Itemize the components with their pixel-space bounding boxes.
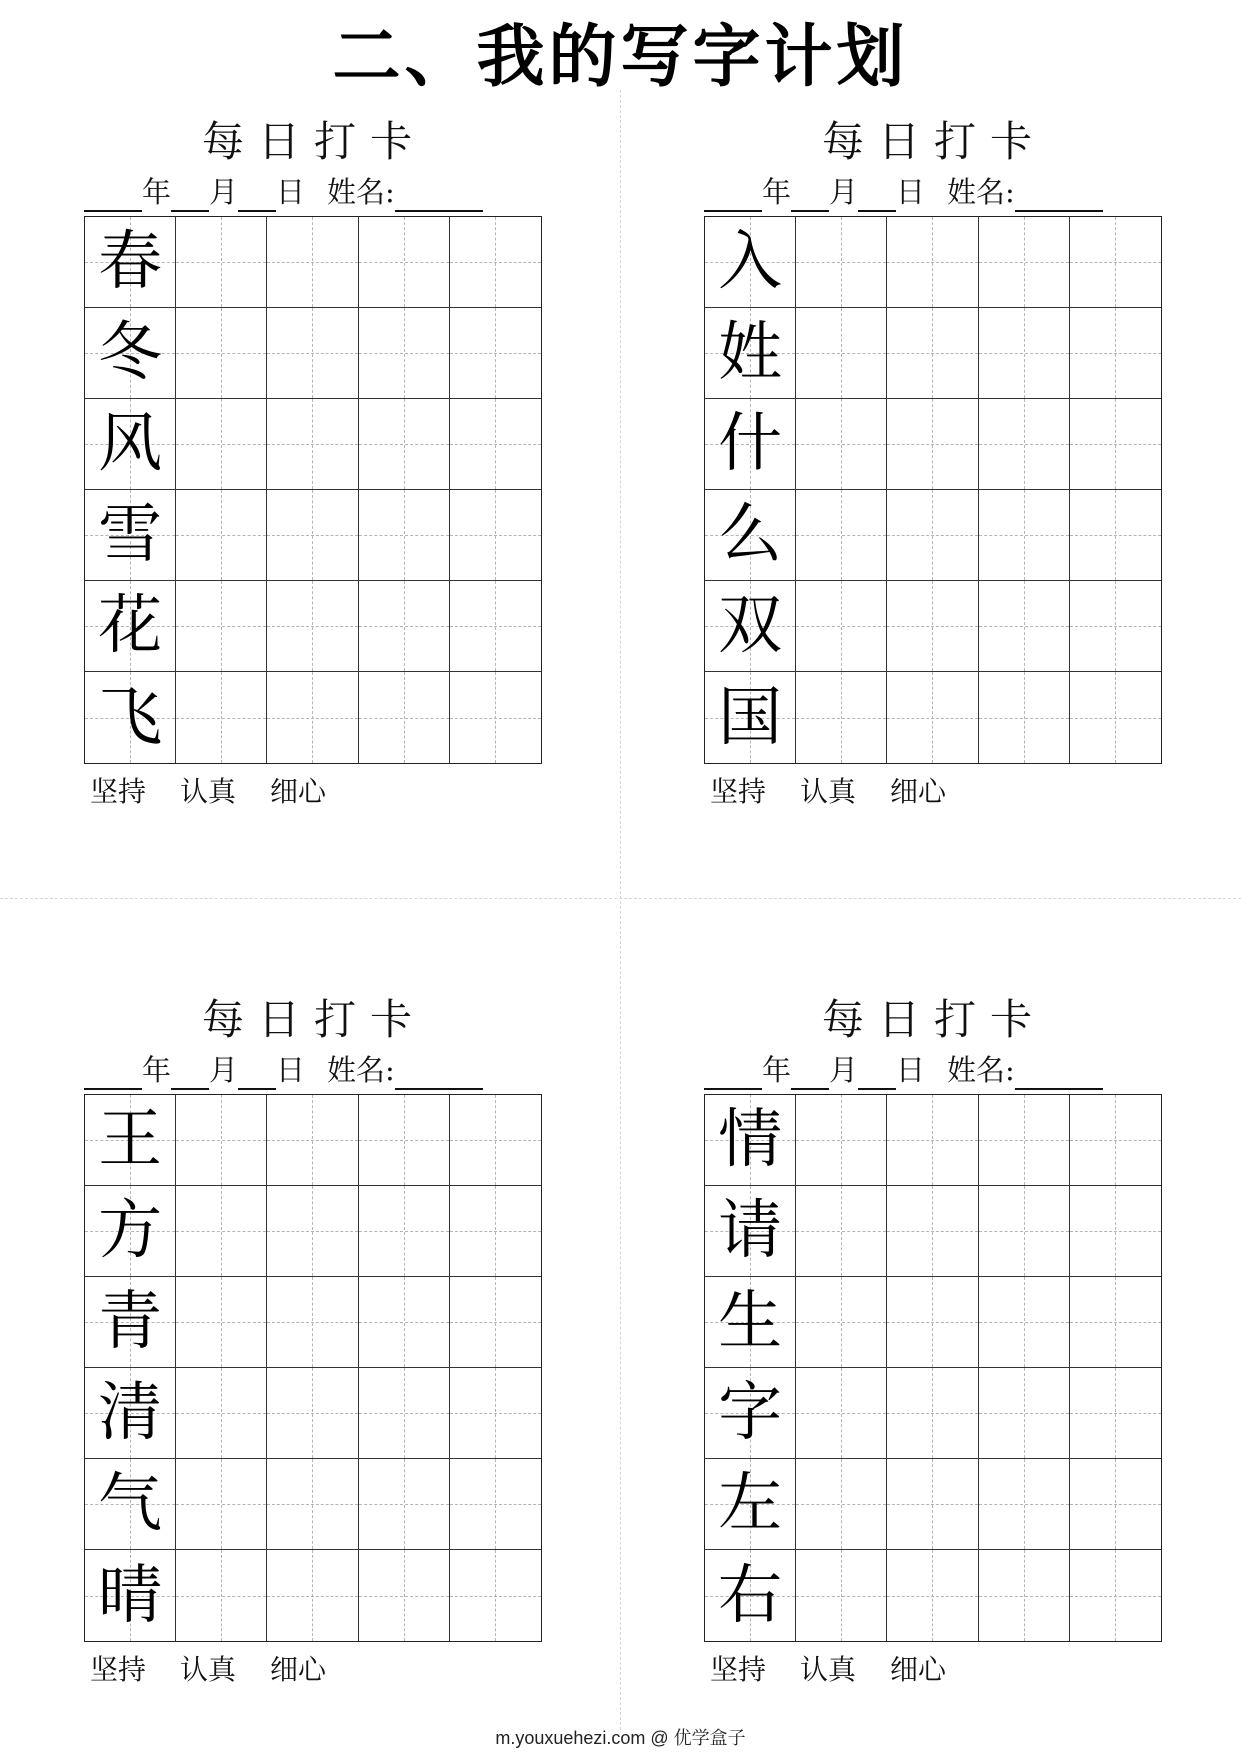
motto-word: 细心 [270,775,327,808]
practice-cell[interactable] [796,1186,887,1277]
practice-cell[interactable] [267,490,358,581]
tianzige-grid [84,216,542,764]
practice-cell[interactable] [887,217,978,308]
name-label: 姓名: [327,1053,395,1087]
practice-cell[interactable] [887,1095,978,1186]
vertical-cut-line [620,90,621,1730]
name-blank[interactable] [1015,182,1103,212]
practice-cell[interactable] [1070,217,1161,308]
month-label: 月 [829,175,859,209]
practice-cell[interactable] [887,1277,978,1368]
model-character-cell [85,1186,176,1277]
model-character: 风 [98,407,163,481]
practice-cell[interactable] [176,1277,267,1368]
day-blank[interactable] [858,182,896,212]
practice-card [84,112,544,832]
year-label: 年 [142,1053,172,1087]
model-character: 雪 [98,498,163,572]
model-character: 情 [718,1103,783,1177]
month-label: 月 [829,1053,859,1087]
year-blank[interactable] [84,182,142,212]
card-heading: 每日打卡 [821,117,1046,166]
model-character-cell [85,1550,176,1641]
practice-cell[interactable] [1070,1550,1161,1641]
practice-cell[interactable] [796,1459,887,1550]
model-character: 字 [718,1376,783,1450]
model-character: 冬 [98,316,163,390]
motto-word: 认真 [180,775,237,808]
motto-word: 坚持 [710,775,767,808]
model-character: 王 [98,1103,163,1177]
practice-cell[interactable] [887,1368,978,1459]
motto-line [90,772,360,812]
practice-cell[interactable] [267,672,358,763]
practice-card [704,990,1164,1710]
model-character-cell [705,217,796,308]
practice-cell[interactable] [1070,1095,1161,1186]
month-label: 月 [209,1053,239,1087]
motto-word: 坚持 [710,1653,767,1686]
model-character-cell [705,308,796,399]
motto-line [710,1650,980,1690]
practice-cell[interactable] [267,399,358,490]
practice-cell[interactable] [979,1277,1070,1368]
motto-word: 认真 [800,775,857,808]
month-label: 月 [209,175,239,209]
model-character-cell [705,581,796,672]
practice-cell[interactable] [979,1095,1070,1186]
practice-cell[interactable] [359,1186,450,1277]
model-character-cell [705,672,796,763]
model-character-cell [705,1368,796,1459]
model-character: 飞 [98,680,163,755]
month-blank[interactable] [171,182,209,212]
model-character-cell [705,399,796,490]
motto-line [90,1650,360,1690]
name-blank[interactable] [1015,1060,1103,1090]
model-character-cell [705,1186,796,1277]
model-character-cell [85,581,176,672]
model-character: 请 [718,1194,783,1268]
practice-cell[interactable] [796,308,887,399]
footer-watermark: m.youxuehezi.com @ 优学盒子 [495,1728,746,1748]
practice-cell[interactable] [359,581,450,672]
practice-cell[interactable] [176,581,267,672]
practice-cell[interactable] [979,490,1070,581]
practice-cell[interactable] [450,1459,541,1550]
model-character-cell [705,1459,796,1550]
model-character: 晴 [98,1558,163,1633]
date-name-line [84,172,544,212]
model-character-cell [85,1277,176,1368]
model-character: 姓 [718,316,783,390]
practice-cell[interactable] [887,490,978,581]
day-blank[interactable] [238,1060,276,1090]
model-character: 春 [98,225,163,299]
practice-cell[interactable] [267,1186,358,1277]
practice-cell[interactable] [450,217,541,308]
date-name-line [704,1050,1164,1090]
year-label: 年 [142,175,172,209]
month-blank[interactable] [791,1060,829,1090]
practice-cell[interactable] [359,1368,450,1459]
model-character-cell [85,672,176,763]
practice-cell[interactable] [450,1277,541,1368]
practice-cell[interactable] [450,1095,541,1186]
model-character-cell [85,490,176,581]
practice-cell[interactable] [267,1277,358,1368]
motto-word: 坚持 [90,775,147,808]
motto-word: 细心 [890,1653,947,1686]
year-blank[interactable] [704,1060,762,1090]
day-label: 日 [276,1053,306,1087]
practice-cell[interactable] [979,1550,1070,1641]
practice-cell[interactable] [979,1368,1070,1459]
motto-word: 认真 [180,1653,237,1686]
model-character-cell [705,1095,796,1186]
practice-cell[interactable] [359,399,450,490]
practice-cell[interactable] [1070,1368,1161,1459]
practice-cell[interactable] [450,399,541,490]
practice-cell[interactable] [450,308,541,399]
day-label: 日 [276,175,306,209]
date-name-line [84,1050,544,1090]
day-label: 日 [896,1053,926,1087]
practice-cell[interactable] [887,1186,978,1277]
model-character: 么 [718,498,783,572]
practice-cell[interactable] [176,1186,267,1277]
model-character: 清 [98,1376,163,1450]
practice-cell[interactable] [359,1277,450,1368]
model-character: 青 [98,1285,163,1359]
practice-cell[interactable] [450,490,541,581]
year-label: 年 [762,1053,792,1087]
model-character-cell [705,1550,796,1641]
practice-cell[interactable] [176,399,267,490]
motto-word: 坚持 [90,1653,147,1686]
card-heading: 每日打卡 [201,117,426,166]
date-name-line [704,172,1164,212]
month-blank[interactable] [171,1060,209,1090]
practice-cell[interactable] [887,1459,978,1550]
practice-cell[interactable] [267,581,358,672]
model-character-cell [705,490,796,581]
practice-cell[interactable] [267,1095,358,1186]
practice-cell[interactable] [1070,490,1161,581]
practice-cell[interactable] [887,399,978,490]
practice-cell[interactable] [1070,581,1161,672]
model-character-cell [705,1277,796,1368]
practice-cell[interactable] [796,672,887,763]
motto-word: 细心 [890,775,947,808]
practice-cell[interactable] [176,217,267,308]
practice-cell[interactable] [267,217,358,308]
practice-cell[interactable] [176,1459,267,1550]
year-blank[interactable] [704,182,762,212]
model-character-cell [85,1368,176,1459]
name-label: 姓名: [947,175,1015,209]
card-heading: 每日打卡 [201,995,426,1044]
practice-cell[interactable] [979,1186,1070,1277]
model-character: 方 [98,1194,163,1268]
practice-cell[interactable] [796,217,887,308]
tianzige-grid [704,216,1162,764]
horizontal-cut-line [0,898,1241,899]
day-blank[interactable] [238,182,276,212]
practice-cell[interactable] [796,1277,887,1368]
model-character: 左 [718,1467,783,1541]
model-character: 双 [718,589,783,663]
practice-cell[interactable] [267,1368,358,1459]
day-label: 日 [896,175,926,209]
practice-cell[interactable] [887,308,978,399]
model-character-cell [85,1095,176,1186]
practice-cell[interactable] [1070,399,1161,490]
practice-cell[interactable] [887,581,978,672]
practice-cell[interactable] [796,1368,887,1459]
practice-cell[interactable] [359,490,450,581]
practice-cell[interactable] [267,1459,358,1550]
practice-cell[interactable] [176,308,267,399]
model-character: 什 [718,407,783,481]
motto-word: 细心 [270,1653,327,1686]
practice-card [84,990,544,1710]
day-blank[interactable] [858,1060,896,1090]
name-label: 姓名: [947,1053,1015,1087]
practice-card [704,112,1164,832]
practice-cell[interactable] [979,672,1070,763]
practice-cell[interactable] [176,1095,267,1186]
practice-cell[interactable] [1070,308,1161,399]
model-character: 气 [98,1467,163,1541]
practice-cell[interactable] [359,217,450,308]
page-title: 二、我的写字计划 [332,18,909,97]
model-character-cell [85,1459,176,1550]
name-label: 姓名: [327,175,395,209]
practice-cell[interactable] [267,1550,358,1641]
practice-cell[interactable] [979,399,1070,490]
year-blank[interactable] [84,1060,142,1090]
card-heading: 每日打卡 [821,995,1046,1044]
model-character-cell [85,308,176,399]
model-character: 生 [718,1285,783,1359]
practice-cell[interactable] [450,672,541,763]
tianzige-grid [84,1094,542,1642]
practice-cell[interactable] [1070,672,1161,763]
practice-cell[interactable] [450,1368,541,1459]
practice-cell[interactable] [796,581,887,672]
model-character: 国 [718,680,783,755]
practice-cell[interactable] [979,581,1070,672]
practice-cell[interactable] [450,1186,541,1277]
practice-cell[interactable] [176,672,267,763]
practice-cell[interactable] [176,1550,267,1641]
model-character-cell [85,217,176,308]
practice-cell[interactable] [796,490,887,581]
practice-cell[interactable] [176,490,267,581]
name-blank[interactable] [395,182,483,212]
practice-cell[interactable] [1070,1459,1161,1550]
practice-cell[interactable] [796,1095,887,1186]
motto-line [710,772,980,812]
practice-cell[interactable] [979,308,1070,399]
practice-cell[interactable] [887,672,978,763]
practice-cell[interactable] [1070,1277,1161,1368]
practice-cell[interactable] [267,308,358,399]
practice-cell[interactable] [359,1095,450,1186]
practice-cell[interactable] [887,1550,978,1641]
month-blank[interactable] [791,182,829,212]
practice-cell[interactable] [176,1368,267,1459]
model-character-cell [85,399,176,490]
practice-cell[interactable] [796,399,887,490]
practice-cell[interactable] [359,1459,450,1550]
practice-cell[interactable] [1070,1186,1161,1277]
model-character: 右 [718,1558,783,1633]
practice-cell[interactable] [359,672,450,763]
model-character: 花 [98,589,163,663]
practice-cell[interactable] [979,1459,1070,1550]
practice-cell[interactable] [979,217,1070,308]
model-character: 入 [718,225,783,299]
tianzige-grid [704,1094,1162,1642]
practice-cell[interactable] [359,1550,450,1641]
practice-cell[interactable] [796,1550,887,1641]
name-blank[interactable] [395,1060,483,1090]
practice-cell[interactable] [450,581,541,672]
motto-word: 认真 [800,1653,857,1686]
practice-cell[interactable] [450,1550,541,1641]
practice-cell[interactable] [359,308,450,399]
year-label: 年 [762,175,792,209]
